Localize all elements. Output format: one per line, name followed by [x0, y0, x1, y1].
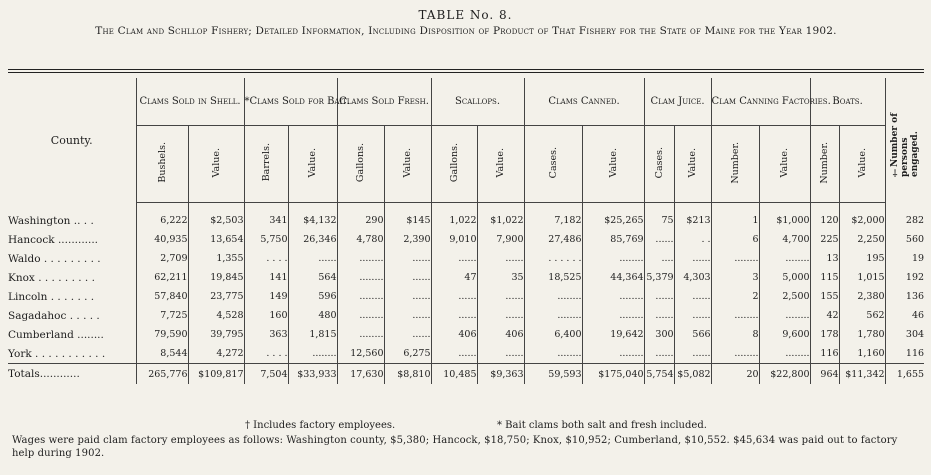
table-cell: 47 [431, 268, 477, 287]
table-cell: 12,560 [337, 344, 384, 364]
table-cell: $33,933 [288, 364, 337, 385]
subcolumn-label: Gallons. [448, 142, 460, 183]
table-cell: 1,815 [288, 325, 337, 344]
table-cell: 120 [810, 211, 839, 230]
table-cell: 155 [810, 287, 839, 306]
table-cell: 23,775 [188, 287, 244, 306]
table-cell: 562 [839, 306, 885, 325]
county-name: Knox . . . . . . . . . [8, 271, 95, 284]
county-name: Lincoln . . . . . . . [8, 290, 95, 303]
table-cell: $109,817 [188, 364, 244, 385]
table-cell: ...... [644, 230, 674, 249]
table-subtitle: The Clam and Schllop Fishery; Detailed Information, Including Disposition of Product of That Fishery for the State of Maine for the Year 1902. [95, 25, 837, 37]
table-cell: ........ [524, 287, 582, 306]
table-row [8, 287, 924, 306]
table-cell: 2,709 [136, 249, 188, 268]
table-cell: 8 [711, 325, 759, 344]
county-name: Washington .. . . [8, 214, 94, 227]
subcolumn-header [711, 126, 759, 203]
table-cell: 4,272 [188, 344, 244, 364]
table-cell: 2,500 [759, 287, 810, 306]
table-cell: $2,000 [839, 211, 885, 230]
table-cell: ...... [431, 287, 477, 306]
table-cell: 4,528 [188, 306, 244, 325]
table-cell: 9,600 [759, 325, 810, 344]
table-cell: 57,840 [136, 287, 188, 306]
subcolumn-header [136, 126, 188, 203]
subcolumn-label: Value. [687, 147, 699, 178]
table-cell: 39,795 [188, 325, 244, 344]
table-cell: $8,810 [384, 364, 431, 385]
totals-row [8, 364, 924, 385]
table-cell: ........ [337, 268, 384, 287]
table-cell: 304 [885, 325, 924, 344]
table-cell: 178 [810, 325, 839, 344]
table-cell: $25,265 [582, 211, 644, 230]
subcolumn-label: Gallons. [355, 142, 367, 183]
group-header: Clams Sold in Shell. [136, 78, 244, 126]
totals-label: Totals............ [8, 364, 136, 385]
table-cell: 564 [288, 268, 337, 287]
table-cell: 6,275 [384, 344, 431, 364]
subcolumn-header [524, 126, 582, 203]
table-cell: ...... [288, 249, 337, 268]
table-cell: ........ [337, 325, 384, 344]
table-cell: ...... [431, 344, 477, 364]
subcolumn-label: Value. [779, 147, 791, 178]
subcolumn-label: Value. [307, 147, 319, 178]
table-cell: 4,780 [337, 230, 384, 249]
table-cell: 192 [885, 268, 924, 287]
table-cell: 1,160 [839, 344, 885, 364]
table-cell: 19,642 [582, 325, 644, 344]
table-cell: 5,754 [644, 364, 674, 385]
table-cell: 300 [644, 325, 674, 344]
table-row [8, 325, 924, 344]
table-cell: 10,485 [431, 364, 477, 385]
table-cell: 290 [337, 211, 384, 230]
table-cell: 406 [477, 325, 524, 344]
table-cell: $22,800 [759, 364, 810, 385]
table-cell: 282 [885, 211, 924, 230]
footnote-employees: † Includes factory employees. [245, 420, 396, 431]
table-cell: 341 [244, 211, 288, 230]
table-cell: 2,250 [839, 230, 885, 249]
table-cell: ...... [477, 306, 524, 325]
table-cell: 116 [810, 344, 839, 364]
table-cell: 9,010 [431, 230, 477, 249]
table-cell: 19,845 [188, 268, 244, 287]
table-cell: ...... [384, 325, 431, 344]
table-cell: 13 [810, 249, 839, 268]
table-cell: 160 [244, 306, 288, 325]
table-cell: ........ [582, 344, 644, 364]
table-cell: 59,593 [524, 364, 582, 385]
table-cell: 1 [711, 211, 759, 230]
table-cell: 116 [885, 344, 924, 364]
subcolumn-label: Value. [210, 147, 222, 178]
group-header: Clam Juice. [644, 78, 711, 126]
table-cell: ........ [337, 306, 384, 325]
table-cell: ........ [524, 344, 582, 364]
subcolumn-header [288, 126, 337, 203]
table-cell: ........ [759, 306, 810, 325]
table-number-title: TABLE No. 8. [418, 8, 513, 22]
table-cell: ...... [644, 287, 674, 306]
table-cell: $1,000 [759, 211, 810, 230]
subcolumn-header [674, 126, 711, 203]
subcolumn-header [582, 126, 644, 203]
subcolumn-label: Cases. [547, 146, 559, 179]
table-cell: 35 [477, 268, 524, 287]
wages-note: Wages were paid clam factory employees as follows: Washington county, $5,380; Hancock, $18,750; Knox, $10,952; Cumberland, $10,552. $45,634 was paid out to factory help during 1902. [12, 435, 898, 459]
table-cell: 4,303 [674, 268, 711, 287]
table-cell: 566 [674, 325, 711, 344]
table-cell: . . [674, 230, 711, 249]
table-cell: $145 [384, 211, 431, 230]
table-cell: ...... [431, 306, 477, 325]
table-cell: $1,022 [477, 211, 524, 230]
table-cell: $11,342 [839, 364, 885, 385]
table-cell: 964 [810, 364, 839, 385]
county-name: Hancock ............ [8, 233, 99, 246]
table-cell: 115 [810, 268, 839, 287]
table-cell: 6 [711, 230, 759, 249]
county-name: Waldo . . . . . . . . . [8, 252, 101, 265]
table-cell: 18,525 [524, 268, 582, 287]
subcolumn-label: Value. [607, 147, 619, 178]
table-cell: 5,000 [759, 268, 810, 287]
table-cell: 26,346 [288, 230, 337, 249]
table-cell: 560 [885, 230, 924, 249]
county-name: York . . . . . . . . . . . [8, 347, 106, 360]
subcolumn-header [759, 126, 810, 203]
table-cell: 13,654 [188, 230, 244, 249]
table-cell: 2,380 [839, 287, 885, 306]
table-cell: 1,022 [431, 211, 477, 230]
table-cell: . . . . [244, 249, 288, 268]
subcolumn-header [431, 126, 477, 203]
table-cell: 2 [711, 287, 759, 306]
table-cell: ...... [644, 344, 674, 364]
table-cell: ........ [759, 344, 810, 364]
table-cell: 5,750 [244, 230, 288, 249]
table-cell: 136 [885, 287, 924, 306]
table-cell: ........ [337, 287, 384, 306]
table-row [8, 268, 924, 287]
table-cell: 19 [885, 249, 924, 268]
table-cell: 1,655 [885, 364, 924, 385]
table-cell: ...... [477, 344, 524, 364]
subcolumn-header [644, 126, 674, 203]
table-cell: $4,132 [288, 211, 337, 230]
group-header: Scallops. [431, 78, 524, 126]
subcolumn-label: Value. [402, 147, 414, 178]
table-row [8, 306, 924, 325]
table-cell: 40,935 [136, 230, 188, 249]
table-cell: 20 [711, 364, 759, 385]
table-cell: ........ [582, 287, 644, 306]
table-cell: ........ [582, 249, 644, 268]
table-cell: ...... [477, 249, 524, 268]
table-cell: ...... [674, 249, 711, 268]
county-name: Cumberland ........ [8, 328, 104, 341]
top-rule [8, 69, 924, 70]
table-cell: 195 [839, 249, 885, 268]
table-cell: 27,486 [524, 230, 582, 249]
table-row [8, 211, 924, 230]
table-cell: ...... [644, 306, 674, 325]
table-cell: . . . . . . [524, 249, 582, 268]
persons-header-label: †Number of persons engaged. [889, 112, 920, 177]
table-cell: 7,900 [477, 230, 524, 249]
persons-header [885, 78, 924, 203]
top-rule-double [8, 72, 924, 73]
table-cell: 79,590 [136, 325, 188, 344]
table-cell: ........ [582, 306, 644, 325]
footnote-bait: * Bait clams both salt and fresh included. [497, 420, 707, 431]
table-cell: . . . . [244, 344, 288, 364]
table-cell: $2,503 [188, 211, 244, 230]
table-cell: 406 [431, 325, 477, 344]
county-header: County. [50, 133, 93, 147]
table-cell: 1,015 [839, 268, 885, 287]
table-cell: 6,222 [136, 211, 188, 230]
group-header: Clams Sold Fresh. [337, 78, 431, 126]
table-cell: ........ [711, 344, 759, 364]
subcolumn-label: Barrels. [260, 143, 272, 182]
table-cell: 7,504 [244, 364, 288, 385]
table-cell: ........ [711, 249, 759, 268]
table-cell: 225 [810, 230, 839, 249]
group-header: *Clams Sold for Bait. [244, 78, 337, 126]
table-cell: ...... [384, 306, 431, 325]
county-name: Sagadahoc . . . . . [8, 309, 100, 322]
subcolumn-label: Number. [729, 141, 741, 184]
table-row [8, 344, 924, 364]
table-cell: $9,363 [477, 364, 524, 385]
subcolumn-header [244, 126, 288, 203]
subcolumn-label: Value. [856, 147, 868, 178]
table-cell: 6,400 [524, 325, 582, 344]
table-cell: 4,700 [759, 230, 810, 249]
group-header: Clam Canning Factories. [711, 78, 810, 126]
table-cell: ........ [711, 306, 759, 325]
table-cell: $213 [674, 211, 711, 230]
table-cell: ...... [674, 306, 711, 325]
table-cell: 141 [244, 268, 288, 287]
subcolumn-label: Cases. [653, 146, 665, 179]
table-cell: 17,630 [337, 364, 384, 385]
table-row [8, 249, 924, 268]
group-header: Boats. [810, 78, 885, 126]
subcolumn-header [839, 126, 885, 203]
table-cell: ...... [477, 287, 524, 306]
table-cell: 149 [244, 287, 288, 306]
table-cell: ........ [337, 249, 384, 268]
subcolumn-header [477, 126, 524, 203]
table-cell: 8,544 [136, 344, 188, 364]
subcolumn-label: Bushels. [156, 142, 168, 183]
group-header: Clams Canned. [524, 78, 644, 126]
table-cell: 5,379 [644, 268, 674, 287]
table-cell: $5,082 [674, 364, 711, 385]
table-cell: 46 [885, 306, 924, 325]
table-cell: ........ [524, 306, 582, 325]
table-cell: 1,780 [839, 325, 885, 344]
table-cell: 7,725 [136, 306, 188, 325]
table-cell: ...... [384, 249, 431, 268]
table-cell: ...... [674, 287, 711, 306]
table-row [8, 230, 924, 249]
subcolumn-header [384, 126, 431, 203]
fishery-table [8, 78, 924, 384]
table-cell: 363 [244, 325, 288, 344]
table-cell: .... [644, 249, 674, 268]
subcolumn-header [188, 126, 244, 203]
table-cell: 3 [711, 268, 759, 287]
table-cell: 596 [288, 287, 337, 306]
table-cell: 1,355 [188, 249, 244, 268]
table-cell: 85,769 [582, 230, 644, 249]
subcolumn-header [810, 126, 839, 203]
subcolumn-label: Number. [819, 141, 831, 184]
table-cell: 75 [644, 211, 674, 230]
table-cell: 2,390 [384, 230, 431, 249]
table-cell: ...... [674, 344, 711, 364]
table-cell: $175,040 [582, 364, 644, 385]
table-cell: ........ [288, 344, 337, 364]
table-cell: 265,776 [136, 364, 188, 385]
table-cell: 62,211 [136, 268, 188, 287]
table-cell: ...... [431, 249, 477, 268]
table-cell: 44,364 [582, 268, 644, 287]
table-cell: 7,182 [524, 211, 582, 230]
table-cell: 42 [810, 306, 839, 325]
table-cell: ........ [759, 249, 810, 268]
table-cell: ...... [384, 287, 431, 306]
subcolumn-label: Value. [495, 147, 507, 178]
subcolumn-header [337, 126, 384, 203]
table-cell: 480 [288, 306, 337, 325]
table-cell: ...... [384, 268, 431, 287]
